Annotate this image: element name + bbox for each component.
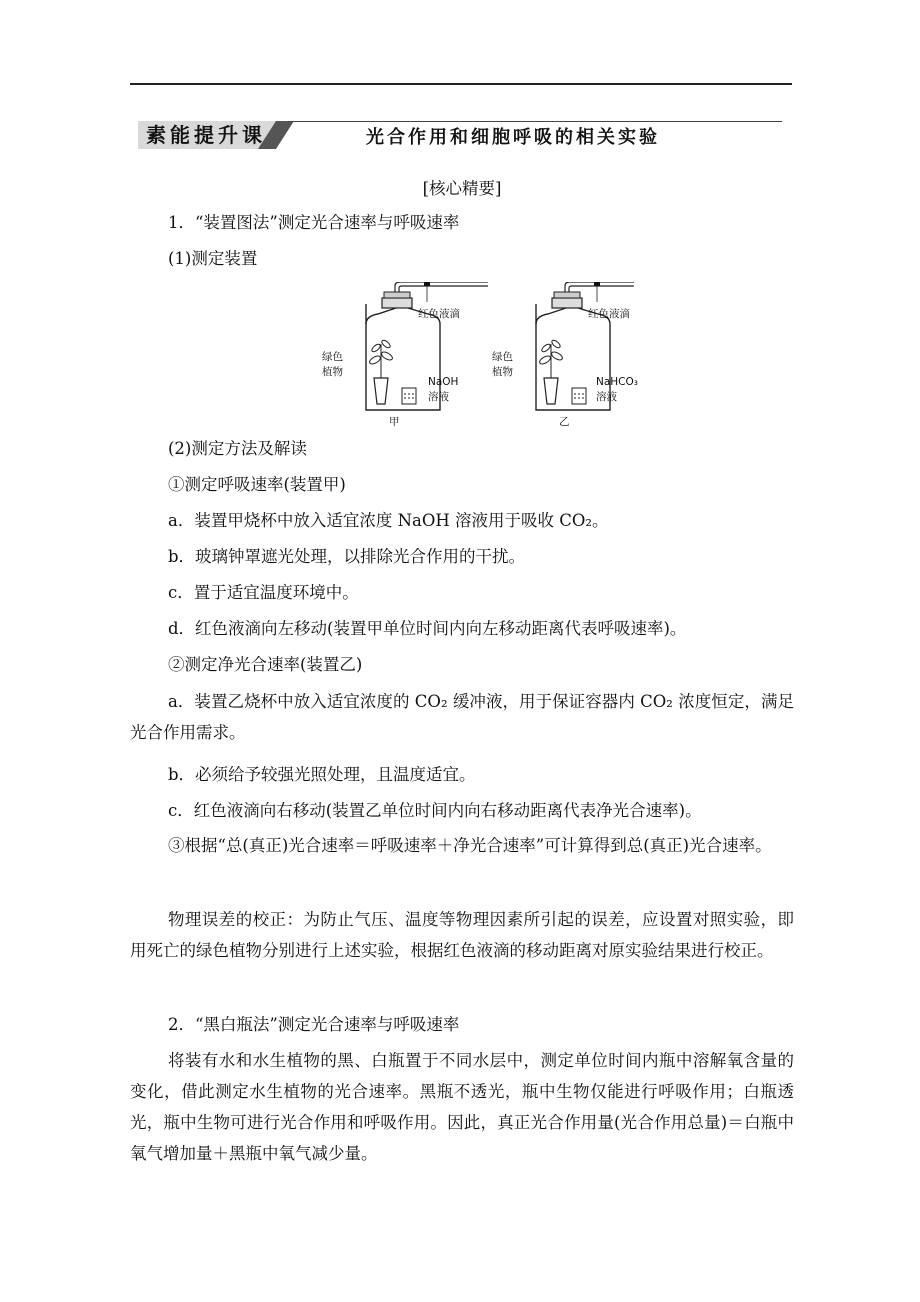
leaf-icon	[381, 339, 392, 349]
solution-label-right-2: 溶液	[596, 391, 617, 403]
plant-label-left-2: 植物	[322, 366, 343, 378]
s2-title: 2．“黑白瓶法”测定光合速率与呼吸速率	[168, 1015, 460, 1034]
apparatus-right	[492, 282, 638, 428]
beaker-icon	[402, 388, 416, 404]
s1-c1a: a．装置甲烧杯中放入适宜浓度 NaOH 溶液用于吸收 CO₂。	[168, 511, 609, 530]
caption-right: 乙	[559, 416, 570, 428]
leaf-icon	[538, 354, 551, 365]
section-heading: [核心精要]	[422, 179, 502, 198]
lesson-title: 光合作用和细胞呼吸的相关实验	[366, 127, 660, 148]
s1-c1: ①测定呼吸速率(装置甲)	[168, 475, 346, 494]
banner-rule	[288, 121, 782, 122]
beaker-icon	[572, 388, 586, 404]
red-drop-icon	[424, 282, 430, 286]
flower-pot-icon	[544, 378, 558, 404]
s2-body: 将装有水和水生植物的黑、白瓶置于不同水层中，测定单位时间内瓶中溶解氧含量的变化，借此测定水生植物的光合速率。黑瓶不透光，瓶中生物仅能进行呼吸作用；白瓶透光，瓶中生物可进行光合作用和呼吸作用。因此，真正光合作用量(光合作用总量)＝白瓶中氧气增加量＋黑瓶中氧气减少量。	[130, 1051, 794, 1163]
s1-sub1: (1)测定装置	[168, 249, 258, 268]
s1-c1b: b．玻璃钟罩遮光处理，以排除光合作用的干扰。	[168, 547, 526, 566]
leaf-icon	[551, 339, 562, 349]
s1-c2b: b．必须给予较强光照处理，且温度适宜。	[168, 765, 476, 784]
s1-c2c: c．红色液滴向右移动(装置乙单位时间内向右移动距离代表净光合速率)。	[168, 801, 702, 820]
drop-label-left: 红色液滴	[418, 308, 460, 320]
top-rule	[130, 83, 792, 85]
s1-c2: ②测定净光合速率(装置乙)	[168, 655, 363, 674]
lesson-type-badge: 素能提升课	[146, 123, 266, 147]
caption-left: 甲	[389, 416, 400, 428]
leaf-icon	[368, 354, 381, 365]
apparatus-figure	[318, 282, 648, 432]
drop-label-right: 红色液滴	[588, 308, 630, 320]
s1-c1c: c．置于适宜温度环境中。	[168, 583, 359, 602]
apparatus-left	[322, 282, 488, 428]
s1-sub2: (2)测定方法及解读	[168, 439, 307, 458]
s1-c2a: a．装置乙烧杯中放入适宜浓度的 CO₂ 缓冲液，用于保证容器内 CO₂ 浓度恒定，满足光合作用需求。	[130, 692, 794, 742]
lesson-banner	[138, 118, 782, 152]
s1-title: 1．“装置图法”测定光合速率与呼吸速率	[168, 213, 460, 232]
leaf-icon	[380, 350, 393, 361]
leaf-icon	[550, 350, 563, 361]
leaf-icon	[541, 343, 552, 353]
plant-label-right-2: 植物	[492, 366, 513, 378]
leaf-icon	[371, 343, 382, 353]
s1-c3: ③根据“总(真正)光合速率＝呼吸速率＋净光合速率”可计算得到总(真正)光合速率。	[168, 836, 772, 855]
flower-pot-icon	[374, 378, 388, 404]
red-drop-icon	[594, 282, 600, 286]
s1-error-note: 物理误差的校正：为防止气压、温度等物理因素所引起的误差，应设置对照实验，即用死亡的绿色植物分别进行上述实验，根据红色液滴的移动距离对原实验结果进行校正。	[130, 910, 794, 960]
solution-label-left-1: NaOH	[428, 376, 459, 388]
s1-c1d: d．红色液滴向左移动(装置甲单位时间内向左移动距离代表呼吸速率)。	[168, 619, 687, 638]
plant-label-left-1: 绿色	[322, 351, 343, 363]
solution-label-right-1: NaHCO₃	[596, 376, 638, 388]
solution-label-left-2: 溶液	[428, 391, 449, 403]
plant-label-right-1: 绿色	[492, 351, 513, 363]
